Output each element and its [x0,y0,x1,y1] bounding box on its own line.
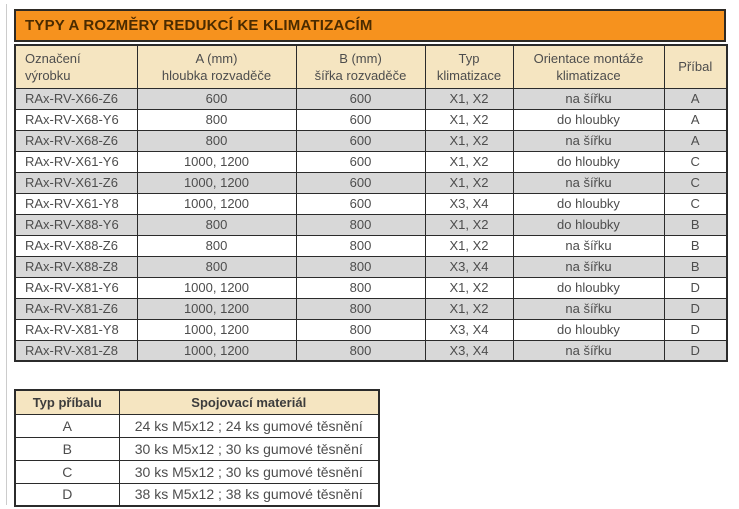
table-row [15,298,727,319]
cell-pribal: D [664,319,727,340]
cell-a: 1000, 1200 [137,298,296,319]
column-header-typ-pribalu: Typ příbalu [15,390,119,414]
cell-orientace: do hloubky [513,319,664,340]
cell-pribal: C [664,151,727,172]
cell-pribal: C [664,193,727,214]
cell-a: 1000, 1200 [137,151,296,172]
table-row [15,277,727,298]
cell-b: 600 [296,88,425,109]
column-header-product [15,45,137,88]
cell-typ: B [15,437,119,460]
cell-orientace: na šířku [513,88,664,109]
cell-product: RAx-RV-X61-Y8 [15,193,137,214]
cell-orientace: na šířku [513,256,664,277]
column-header-line: Orientace montáže [533,50,644,66]
cell-pribal: B [664,214,727,235]
cell-typ: A [15,414,119,437]
cell-orientace: na šířku [513,172,664,193]
accessories-header-row [15,390,379,414]
cell-typ: X1, X2 [425,214,513,235]
column-header-line: klimatizace [436,67,502,83]
reduction-types-table [14,44,728,362]
column-header-b-mm [296,45,425,88]
cell-orientace: na šířku [513,340,664,361]
cell-b: 600 [296,109,425,130]
cell-typ: X1, X2 [425,109,513,130]
cell-b: 600 [296,151,425,172]
cell-product: RAx-RV-X68-Y6 [15,109,137,130]
cell-a: 800 [137,130,296,151]
table-row [15,109,727,130]
cell-a: 800 [137,109,296,130]
reduction-types-section [14,9,726,362]
cell-a: 1000, 1200 [137,340,296,361]
cell-a: 1000, 1200 [137,193,296,214]
cell-typ: X1, X2 [425,151,513,172]
accessories-row [15,483,379,506]
cell-a: 1000, 1200 [137,319,296,340]
cell-typ: X1, X2 [425,298,513,319]
cell-orientace: do hloubky [513,214,664,235]
cell-orientace: do hloubky [513,277,664,298]
column-header-typ-klimatizace [425,45,513,88]
table-title-bar [14,9,726,42]
cell-product: RAx-RV-X68-Z6 [15,130,137,151]
cell-product: RAx-RV-X61-Y6 [15,151,137,172]
cell-orientace: do hloubky [513,193,664,214]
column-header-line: klimatizace [556,67,621,83]
cell-product: RAx-RV-X81-Z8 [15,340,137,361]
cell-material: 38 ks M5x12 ; 38 ks gumové těsnění [119,483,379,506]
column-header-line: Typ [458,50,480,66]
cell-product: RAx-RV-X88-Y6 [15,214,137,235]
cell-typ: C [15,460,119,483]
table-title: TYPY A ROZMĚRY REDUKCÍ KE KLIMATIZACÍM [25,17,373,34]
cell-orientace: do hloubky [513,109,664,130]
column-header-line: A (mm) [195,50,238,66]
cell-a: 1000, 1200 [137,172,296,193]
column-header-line: B (mm) [339,50,382,66]
column-header-line: hloubka rozvaděče [161,67,272,83]
cell-a: 800 [137,256,296,277]
table-row [15,319,727,340]
cell-b: 800 [296,256,425,277]
table-row [15,172,727,193]
column-header-a-mm [137,45,296,88]
column-header-spojovaci-material: Spojovací materiál [119,390,379,414]
cell-pribal: B [664,256,727,277]
cell-typ: X3, X4 [425,340,513,361]
cell-typ: X1, X2 [425,235,513,256]
cell-typ: X1, X2 [425,277,513,298]
cell-product: RAx-RV-X88-Z6 [15,235,137,256]
header-row [15,45,727,88]
table-row [15,193,727,214]
cell-material: 30 ks M5x12 ; 30 ks gumové těsnění [119,460,379,483]
table-row [15,340,727,361]
cell-b: 800 [296,235,425,256]
table-row [15,235,727,256]
accessories-section [14,389,380,507]
cell-b: 600 [296,172,425,193]
accessories-table [14,389,380,507]
table-row [15,256,727,277]
column-header-line: výrobku [25,67,71,83]
column-header-line: šířka rozvaděče [314,67,407,83]
cell-orientace: na šířku [513,235,664,256]
cell-typ: X3, X4 [425,256,513,277]
column-header-line: Příbal [678,59,713,75]
cell-pribal: A [664,88,727,109]
page-left-divider [6,4,7,505]
cell-pribal: D [664,277,727,298]
table-row [15,151,727,172]
cell-a: 1000, 1200 [137,277,296,298]
cell-b: 800 [296,298,425,319]
cell-product: RAx-RV-X88-Z8 [15,256,137,277]
cell-a: 600 [137,88,296,109]
cell-a: 800 [137,235,296,256]
accessories-row [15,437,379,460]
column-header-orientace [513,45,664,88]
accessories-row [15,414,379,437]
cell-pribal: D [664,298,727,319]
cell-product: RAx-RV-X81-Y6 [15,277,137,298]
cell-pribal: A [664,109,727,130]
cell-b: 800 [296,319,425,340]
table-row [15,88,727,109]
cell-b: 600 [296,193,425,214]
column-header-line: Označení [25,50,81,66]
cell-orientace: na šířku [513,130,664,151]
cell-orientace: do hloubky [513,151,664,172]
cell-product: RAx-RV-X81-Z6 [15,298,137,319]
column-header-pribal [664,45,727,88]
cell-pribal: C [664,172,727,193]
cell-b: 600 [296,130,425,151]
cell-product: RAx-RV-X81-Y8 [15,319,137,340]
cell-orientace: na šířku [513,298,664,319]
cell-b: 800 [296,340,425,361]
cell-pribal: B [664,235,727,256]
cell-typ: X1, X2 [425,88,513,109]
table-row [15,214,727,235]
cell-a: 800 [137,214,296,235]
accessories-row [15,460,379,483]
cell-pribal: D [664,340,727,361]
table-row [15,130,727,151]
cell-typ: X1, X2 [425,130,513,151]
cell-typ: X3, X4 [425,319,513,340]
cell-material: 24 ks M5x12 ; 24 ks gumové těsnění [119,414,379,437]
cell-typ: X3, X4 [425,193,513,214]
cell-product: RAx-RV-X66-Z6 [15,88,137,109]
cell-typ: D [15,483,119,506]
cell-product: RAx-RV-X61-Z6 [15,172,137,193]
cell-material: 30 ks M5x12 ; 30 ks gumové těsnění [119,437,379,460]
cell-pribal: A [664,130,727,151]
cell-b: 800 [296,277,425,298]
cell-typ: X1, X2 [425,172,513,193]
cell-b: 800 [296,214,425,235]
